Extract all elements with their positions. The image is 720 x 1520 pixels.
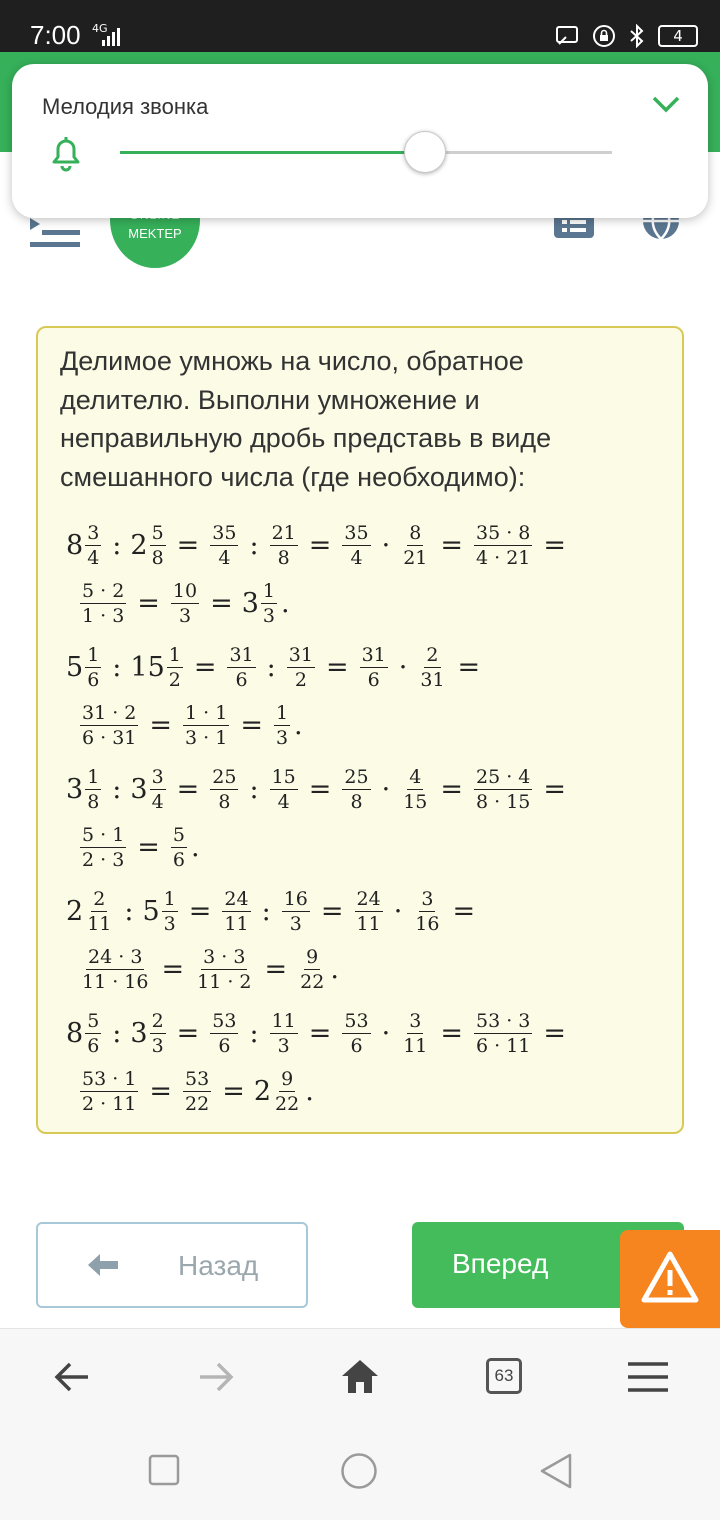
fraction-numerator: 24 (224, 887, 249, 910)
fraction-denominator: 15 (403, 790, 428, 813)
volume-slider-thumb[interactable] (404, 131, 446, 173)
fraction (210, 522, 238, 569)
fraction (270, 1010, 298, 1057)
fraction (85, 888, 113, 935)
browser-forward-icon[interactable] (196, 1357, 236, 1397)
fraction (195, 946, 253, 993)
home-circle-icon[interactable] (340, 1452, 378, 1490)
fraction-denominator: 3 · 1 (185, 726, 228, 749)
fraction (401, 766, 429, 813)
math-operator: = (452, 895, 476, 927)
fraction-denominator: 6 (235, 668, 248, 691)
browser-back-icon[interactable] (52, 1357, 92, 1397)
math-operator: · (398, 651, 408, 683)
fraction-numerator: 35 · 8 (476, 521, 531, 544)
math-operator: . (294, 709, 303, 741)
fraction-numerator: 2 (151, 1009, 164, 1032)
fraction (85, 522, 101, 569)
network-type: 4G (92, 22, 108, 35)
fraction-numerator: 31 (361, 643, 386, 666)
math-operator: = (308, 529, 332, 561)
fraction-denominator: 4 (151, 790, 164, 813)
volume-panel (12, 64, 708, 218)
fraction (413, 888, 441, 935)
fraction-denominator: 16 (415, 912, 440, 935)
whole-number: 2 (253, 1075, 272, 1107)
fraction (274, 702, 290, 749)
fraction (80, 1068, 138, 1115)
fraction (342, 1010, 370, 1057)
fraction (474, 522, 532, 569)
system-navigation-bar (0, 1424, 720, 1520)
fraction-denominator: 21 (403, 546, 428, 569)
fraction (80, 580, 126, 627)
fraction (80, 946, 150, 993)
fraction-numerator: 1 · 1 (185, 701, 228, 724)
whole-number: 8 (66, 529, 84, 561)
fraction (287, 644, 315, 691)
fraction-numerator: 16 (283, 887, 308, 910)
equation (64, 882, 482, 998)
fraction-numerator: 11 (271, 1009, 296, 1032)
fraction (210, 1010, 238, 1057)
fraction-denominator: 6 (350, 1034, 363, 1057)
fraction-numerator: 3 · 3 (203, 945, 246, 968)
next-button-label: Вперед (452, 1248, 549, 1279)
fraction (298, 946, 326, 993)
fraction-numerator: 1 (163, 887, 176, 910)
fraction-denominator: 6 · 11 (476, 1034, 531, 1057)
fraction (150, 766, 166, 813)
fraction-numerator: 1 (87, 765, 100, 788)
fraction-numerator: 31 (229, 643, 254, 666)
fraction-denominator: 3 (163, 912, 176, 935)
equation-line (76, 940, 482, 998)
fraction-denominator: 11 (224, 912, 249, 935)
fraction (150, 522, 166, 569)
clock: 7:00 (30, 20, 81, 50)
back-button[interactable] (36, 1222, 308, 1308)
fraction-numerator: 4 (409, 765, 422, 788)
math-operator: · (381, 1017, 391, 1049)
fraction-numerator: 25 (212, 765, 237, 788)
fraction (355, 888, 383, 935)
task-instruction: Делимое умножь на число, обратное делителю. Выполни умножение и неправильную дробь представь в виде смешанного числа (где необходимо): (60, 346, 552, 492)
fraction-denominator: 8 (87, 790, 100, 813)
fraction-denominator: 4 (277, 790, 290, 813)
equation-line (76, 1062, 573, 1120)
fraction (282, 888, 310, 935)
math-operator: = (264, 953, 288, 985)
fraction-numerator: 3 (151, 765, 164, 788)
fraction-numerator: 10 (172, 579, 198, 602)
equation-line (76, 574, 573, 632)
equation-line (76, 696, 487, 754)
fraction-denominator: 3 (275, 726, 289, 749)
math-operator: : (124, 895, 134, 927)
fraction-numerator: 25 (344, 765, 369, 788)
fraction-denominator: 4 (87, 546, 100, 569)
math-operator: = (240, 709, 263, 741)
fraction (171, 580, 199, 627)
fraction-numerator: 8 (409, 521, 422, 544)
fraction-denominator: 6 (218, 1034, 231, 1057)
fraction-numerator: 2 (93, 887, 106, 910)
fraction-numerator: 5 (172, 823, 186, 846)
math-operator: = (457, 651, 481, 683)
home-icon[interactable] (340, 1357, 380, 1397)
equation-line (64, 882, 482, 940)
warning-icon (640, 1250, 700, 1306)
fraction (401, 1010, 429, 1057)
equation-line (64, 760, 573, 818)
browser-toolbar (0, 1328, 720, 1424)
whole-number: 3 (241, 587, 259, 619)
math-operator: · (381, 529, 391, 561)
fraction-denominator: 8 (277, 546, 290, 569)
math-operator: = (440, 529, 463, 561)
math-operator: = (137, 587, 160, 619)
cast-icon (556, 25, 580, 47)
fraction-numerator: 2 (426, 643, 439, 666)
math-operator: · (381, 773, 391, 805)
equation-line (64, 1004, 573, 1062)
math-operator: = (325, 651, 349, 683)
fraction (401, 522, 429, 569)
fraction (167, 644, 183, 691)
fraction (85, 766, 101, 813)
equation-line (64, 516, 573, 574)
recents-icon[interactable] (148, 1454, 180, 1486)
fraction (162, 888, 178, 935)
math-operator: : (112, 651, 122, 683)
fraction (80, 702, 138, 749)
fraction-denominator: 4 · 21 (476, 546, 531, 569)
math-operator: : (261, 895, 271, 927)
system-back-icon[interactable] (538, 1452, 574, 1490)
whole-number: 2 (130, 529, 148, 561)
fraction-numerator: 35 (344, 521, 369, 544)
math-operator: = (176, 1017, 200, 1049)
chevron-down-icon[interactable] (650, 92, 682, 116)
math-operator: = (188, 895, 212, 927)
fraction-numerator: 9 (281, 1067, 294, 1090)
report-problem-button[interactable] (620, 1230, 720, 1328)
fraction (85, 644, 101, 691)
fraction-numerator: 31 (288, 643, 313, 666)
fraction-denominator: 31 (420, 668, 445, 691)
equation (64, 760, 573, 876)
volume-panel-title: Мелодия звонка (42, 94, 209, 119)
fraction-numerator: 15 (271, 765, 296, 788)
math-operator: = (222, 1075, 245, 1107)
fraction-denominator: 6 (87, 1034, 100, 1057)
fraction-numerator: 9 (306, 945, 319, 968)
whole-number: 15 (130, 651, 165, 683)
fraction-numerator: 5 · 1 (82, 823, 125, 846)
equation (64, 1004, 573, 1120)
fraction (85, 1010, 101, 1057)
fraction-denominator: 2 · 3 (82, 848, 125, 871)
math-operator: = (193, 651, 217, 683)
math-operator: = (440, 773, 463, 805)
signal-icon (100, 28, 120, 46)
fraction (183, 1068, 211, 1115)
fraction-numerator: 3 (421, 887, 434, 910)
fraction-denominator: 3 (289, 912, 302, 935)
math-operator: : (249, 773, 259, 805)
math-operator: : (112, 773, 122, 805)
fraction-numerator: 3 (409, 1009, 422, 1032)
bell-icon[interactable] (46, 132, 86, 172)
fraction-numerator: 3 (87, 521, 100, 544)
fraction-denominator: 11 (403, 1034, 428, 1057)
logo-text-bottom: MEKTEP (128, 226, 182, 241)
fraction (183, 702, 229, 749)
fraction (210, 766, 238, 813)
fraction-denominator: 6 · 31 (82, 726, 137, 749)
math-operator: = (543, 529, 567, 561)
whole-number: 3 (130, 773, 148, 805)
fraction (360, 644, 388, 691)
fraction (171, 824, 187, 871)
fraction-denominator: 22 (300, 970, 325, 993)
fraction (342, 522, 370, 569)
math-operator: = (543, 1017, 567, 1049)
fraction-denominator: 8 (218, 790, 231, 813)
fraction-denominator: 8 (350, 790, 363, 813)
task-card (36, 326, 684, 1134)
volume-slider[interactable] (120, 151, 612, 154)
fraction-denominator: 11 · 2 (197, 970, 252, 993)
fraction-numerator: 53 (185, 1067, 210, 1090)
fraction (150, 1010, 166, 1057)
whole-number: 3 (130, 1017, 148, 1049)
fraction (270, 522, 298, 569)
math-operator: = (149, 1075, 173, 1107)
fraction (222, 888, 250, 935)
fraction-numerator: 53 · 1 (82, 1067, 137, 1090)
math-operator: = (308, 773, 332, 805)
fraction-numerator: 1 (275, 701, 289, 724)
fraction-numerator: 24 · 3 (88, 945, 143, 968)
fraction-numerator: 53 (212, 1009, 237, 1032)
arrow-left-icon (86, 1250, 120, 1280)
fraction-denominator: 4 (218, 546, 231, 569)
fraction-denominator: 6 (367, 668, 380, 691)
whole-number: 3 (66, 773, 84, 805)
whole-number: 5 (142, 895, 160, 927)
fraction-numerator: 53 (344, 1009, 369, 1032)
fraction-denominator: 11 (87, 912, 112, 935)
fraction-numerator: 35 (212, 521, 237, 544)
math-operator: = (176, 773, 200, 805)
fraction-numerator: 31 · 2 (82, 701, 137, 724)
math-operator: = (210, 587, 233, 619)
fraction-denominator: 2 (294, 668, 307, 691)
fraction-denominator: 6 (172, 848, 186, 871)
tab-switcher-button[interactable]: 63 (486, 1358, 522, 1394)
fraction-numerator: 1 (168, 643, 181, 666)
math-operator: : (112, 529, 122, 561)
equation (64, 638, 487, 754)
math-operator: = (543, 773, 567, 805)
math-operator: . (191, 831, 200, 863)
math-operator: : (249, 1017, 259, 1049)
math-operator: . (305, 1075, 314, 1107)
whole-number: 5 (66, 651, 84, 683)
fraction-denominator: 3 (178, 604, 192, 627)
fraction (80, 824, 126, 871)
math-operator: · (393, 895, 403, 927)
fraction-numerator: 5 (87, 1009, 100, 1032)
fraction-denominator: 3 (262, 604, 276, 627)
back-button-label: Назад (178, 1250, 259, 1281)
fraction (342, 766, 370, 813)
math-operator: . (281, 587, 290, 619)
math-operator: = (149, 709, 173, 741)
whole-number: 8 (66, 1017, 84, 1049)
fraction-denominator: 2 (168, 668, 181, 691)
battery-indicator: 4 (658, 25, 698, 47)
fraction (270, 766, 298, 813)
fraction (227, 644, 255, 691)
math-operator: : (249, 529, 259, 561)
math-operator: = (440, 1017, 463, 1049)
fraction-denominator: 22 (185, 1092, 210, 1115)
math-operator: : (266, 651, 276, 683)
browser-menu-icon[interactable] (628, 1357, 668, 1397)
math-operator: = (137, 831, 160, 863)
math-operator: : (112, 1017, 122, 1049)
fraction-numerator: 24 (356, 887, 381, 910)
fraction-denominator: 2 · 11 (82, 1092, 137, 1115)
math-operator: = (176, 529, 200, 561)
fraction-denominator: 8 (151, 546, 164, 569)
fraction (273, 1068, 301, 1115)
fraction-numerator: 25 · 4 (476, 765, 531, 788)
fraction-numerator: 5 (151, 521, 164, 544)
fraction-denominator: 8 · 15 (476, 790, 531, 813)
fraction-numerator: 21 (271, 521, 296, 544)
volume-slider-fill (120, 151, 425, 154)
fraction-denominator: 11 · 16 (82, 970, 149, 993)
fraction-denominator: 6 (87, 668, 100, 691)
fraction-denominator: 4 (350, 546, 363, 569)
math-operator: . (330, 953, 339, 985)
fraction-denominator: 22 (275, 1092, 300, 1115)
equation-line (76, 818, 573, 876)
fraction-denominator: 1 · 3 (82, 604, 125, 627)
fraction (474, 766, 532, 813)
math-operator: = (308, 1017, 332, 1049)
fraction-denominator: 3 (151, 1034, 164, 1057)
fraction (261, 580, 277, 627)
equation-line (64, 638, 487, 696)
fraction-numerator: 5 · 2 (82, 579, 125, 602)
math-operator: = (320, 895, 344, 927)
fraction (418, 644, 446, 691)
whole-number: 2 (66, 895, 84, 927)
fraction-numerator: 1 (87, 643, 100, 666)
fraction-denominator: 11 (356, 912, 381, 935)
bluetooth-icon (628, 24, 646, 48)
fraction-denominator: 3 (277, 1034, 290, 1057)
lock-rotation-icon (592, 24, 616, 48)
math-operator: = (161, 953, 185, 985)
equation (64, 516, 573, 632)
fraction-numerator: 53 · 3 (476, 1009, 531, 1032)
fraction (474, 1010, 532, 1057)
fraction-numerator: 1 (262, 579, 276, 602)
